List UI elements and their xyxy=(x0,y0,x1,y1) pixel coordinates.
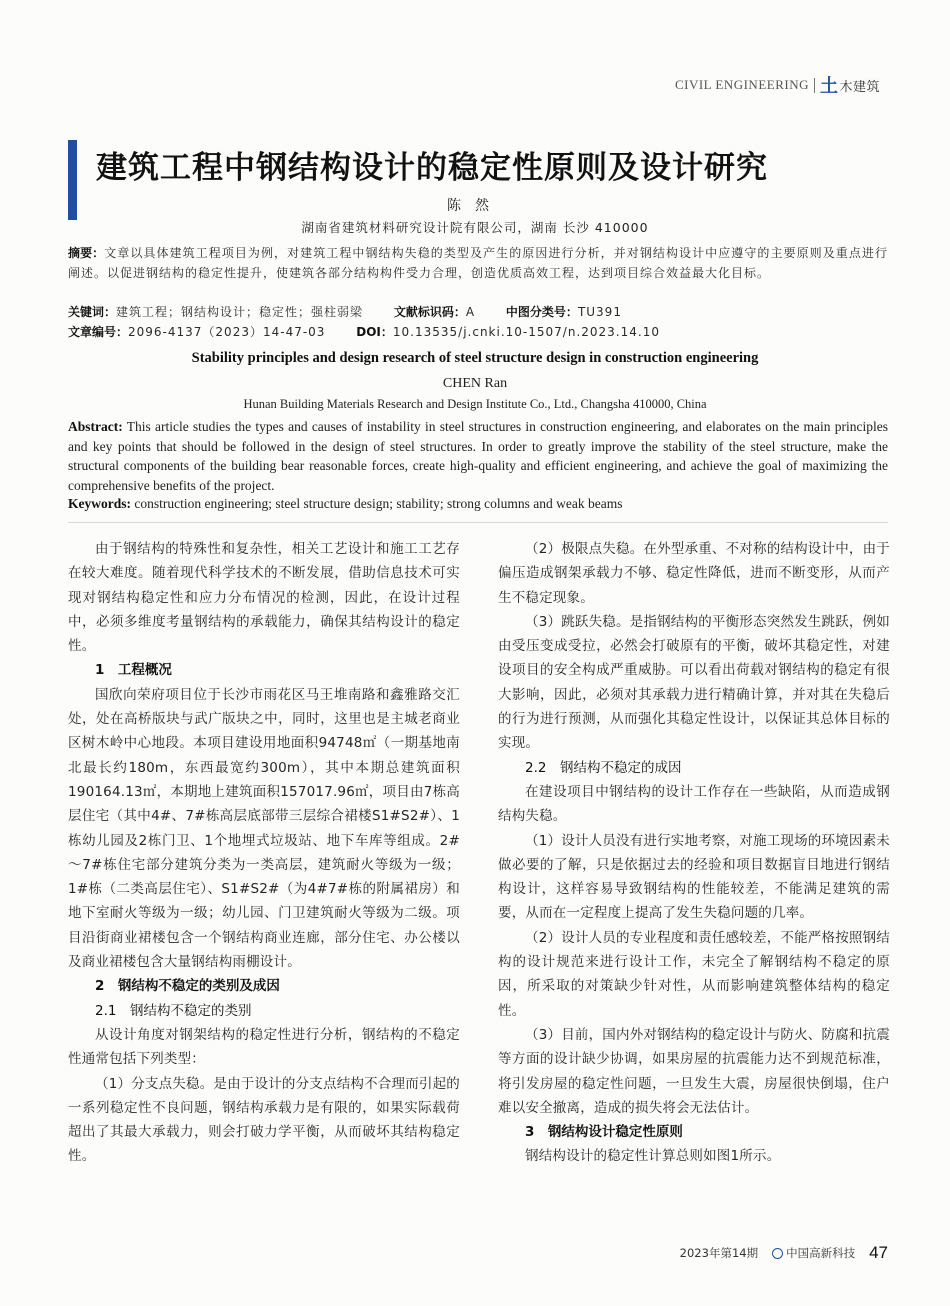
section-heading: 3 钢结构设计稳定性原则 xyxy=(525,1124,683,1141)
subsection-heading: 2.2 钢结构不稳定的成因 xyxy=(525,759,682,776)
doc-code: A xyxy=(465,305,476,319)
article-no-label: 文章编号： xyxy=(68,325,129,339)
paragraph: （2）设计人员的专业程度和责任感较差，不能严格按照钢结构的设计规范来进行设计工作，未完全了解钢结构不稳定的原因，所采取的对策缺少针对性，从而影响建筑整体结构的稳定性。 xyxy=(498,929,890,1019)
keywords-text-cn: 建筑工程；钢结构设计；稳定性；强柱弱梁 xyxy=(116,305,364,319)
article-number-line xyxy=(68,322,888,342)
paragraph: 从设计角度对钢架结构的稳定性进行分析，钢结构的不稳定性通常包括下列类型： xyxy=(68,1026,460,1068)
paragraph: 由于钢结构的特殊性和复杂性，相关工艺设计和施工工艺存在较大难度。随着现代科学技术的不断发展，借助信息技术可实现对钢结构稳定性和应力分布情况的检测，因此，在设计过程中，必须多维度考量钢结构的承载能力，确保其结构设计的稳定性。 xyxy=(68,541,460,655)
article-no: 2096-4137（2023）14-47-03 xyxy=(128,325,326,339)
keywords-en xyxy=(68,494,888,514)
section-name-cn: 木建筑 xyxy=(839,79,880,95)
section-heading: 1 工程概况 xyxy=(95,662,172,679)
journal-logo-icon: 土 xyxy=(819,76,839,97)
paragraph: （1）分支点失稳。是由于设计的分支点结构不合理而引起的一系列稳定性不良问题，钢结构承载力是有限的，如果实际载荷超出了其最大承载力，则会打破力学平衡，从而破坏其结构稳定性。 xyxy=(68,1075,460,1165)
magazine-name xyxy=(772,1245,855,1261)
clc-code: TU391 xyxy=(577,305,622,319)
paragraph: 国欣向荣府项目位于长沙市雨花区马王堆南路和鑫雅路交汇处，处在高桥版块与武广版块之中，同时，这里也是主城老商业区树木岭中心地段。本项目建设用地面积94748㎡（一期基地南北最长约180m，东西最宽约300m），其中本期总建筑面积190164.13㎡，本期地上建筑面积157017.96㎡，项目由7栋高层住宅（其中4#、7#栋高层底部带三层综合裙楼S1#S2#）、1栋幼儿园及2栋门卫、1个地埋式垃圾站、地下车库等组成。2#～7#栋住宅部分建筑分类为一类高层，建筑耐火等级为一级；1#栋（二类高层住宅）、S1#S2#（为4#7#栋的附属裙房）和地下室耐火等级为一级；幼儿园、门卫建筑耐火等级为二级。项目沿街商业裙楼包含一个钢结构商业连廊，部分住宅、办公楼以及商业裙楼包含大量钢结构雨棚设计。 xyxy=(68,686,460,971)
paragraph: 在建设项目中钢结构的设计工作存在一些缺陷，从而造成钢结构失稳。 xyxy=(498,783,890,825)
page-number: 47 xyxy=(869,1243,888,1262)
abstract-text-cn: 文章以具体建筑工程项目为例，对建筑工程中钢结构失稳的类型及产生的原因进行分析，并对钢结构设计中应遵守的主要原则及重点进行阐述。以促进钢结构的稳定性提升，使建筑各部分结构构件受力合理，创造优质高效工程，达到项目综合效益最大化目标。 xyxy=(68,246,888,280)
running-header xyxy=(675,72,880,98)
page-footer xyxy=(680,1243,888,1263)
abstract-text-en: This article studies the types and causes of instability in steel structures in construction engineering, and elaborates on the main principles and key points that should be followed in the design of steel structures. In order to greatly improve the stability of the steel structure, make the structural components of the building bear reasonable forces, create high-quality and efficient engineering, and achieve the goal of maximizing the comprehensive benefits of the project. xyxy=(68,419,888,493)
section-heading: 2 钢结构不稳定的类别及成因 xyxy=(95,978,280,995)
keywords-label-en: Keywords: xyxy=(68,496,131,511)
abstract-label-cn: 摘要： xyxy=(68,246,105,260)
doc-code-label: 文献标识码： xyxy=(393,305,466,319)
affiliation-en: Hunan Building Materials Research and Design Institute Co., Ltd., Changsha 410000, China xyxy=(243,397,707,411)
abstract-label-en: Abstract: xyxy=(68,419,123,434)
abstract-divider xyxy=(68,522,888,523)
doi-value: 10.13535/j.cnki.10-1507/n.2023.14.10 xyxy=(392,325,660,339)
abstract-cn xyxy=(68,243,888,283)
paragraph: （3）跳跃失稳。是指钢结构的平衡形态突然发生跳跃，例如由受压变成受拉，必然会打破原有的平衡，破坏其稳定性，对建设项目的安全构成严重威胁。可以看出荷载对钢结构的稳定有很大影响，因此，必须对其承载力进行精确计算，并对其在失稳后的行为进行预测，从而强化其稳定性设计，以保证其总体目标的实现。 xyxy=(498,613,890,752)
affiliation-cn: 湖南省建筑材料研究设计院有限公司，湖南 长沙 410000 xyxy=(301,220,649,235)
header-separator xyxy=(814,78,815,93)
subsection-heading: 2.1 钢结构不稳定的类别 xyxy=(95,1002,252,1019)
abstract-en xyxy=(68,417,888,495)
keywords-text-en: construction engineering; steel structure design; stability; strong columns and weak beams xyxy=(134,496,623,511)
author-en: CHEN Ran xyxy=(442,376,508,391)
body-column-right xyxy=(498,537,890,1169)
journal-name-en: CIVIL ENGINEERING xyxy=(674,77,809,92)
keywords-line-cn xyxy=(68,302,888,322)
paper-title-cn: 建筑工程中钢结构设计的稳定性原则及设计研究 xyxy=(96,150,768,186)
paragraph: 钢结构设计的稳定性计算总则如图1所示。 xyxy=(525,1148,781,1165)
paragraph: （1）设计人员没有进行实地考察，对施工现场的环境因素未做必要的了解，只是依据过去的经验和项目数据盲目地进行钢结构设计，这样容易导致钢结构的性能较差，不能满足建筑的需要，从而在一定程度上提高了发生失稳问题的几率。 xyxy=(498,832,890,922)
paragraph: （2）极限点失稳。在外型承重、不对称的结构设计中，由于偏压造成钢架承载力不够、稳定性降低，进而不断变形，从而产生不稳定现象。 xyxy=(498,541,890,606)
magazine-logo-icon xyxy=(772,1248,783,1259)
paragraph: （3）目前，国内外对钢结构的稳定设计与防火、防腐和抗震等方面的设计缺少协调，如果房屋的抗震能力达不到规范标准，将引发房屋的稳定性问题，一旦发生大震，房屋很快倒塌，住户难以安全撤离，造成的损失将会无法估计。 xyxy=(498,1026,890,1116)
clc-label: 中图分类号： xyxy=(505,305,578,319)
paper-title-en: Stability principles and design research of steel structure design in construction engineering xyxy=(191,350,759,366)
author-cn: 陈然 xyxy=(447,198,503,214)
body-column-left xyxy=(68,537,460,1169)
issue-label: 2023年第14期 xyxy=(679,1246,759,1260)
doi-label: DOI： xyxy=(356,325,393,339)
magazine-title: 中国高新科技 xyxy=(786,1246,856,1260)
keywords-label-cn: 关键词： xyxy=(68,305,117,319)
